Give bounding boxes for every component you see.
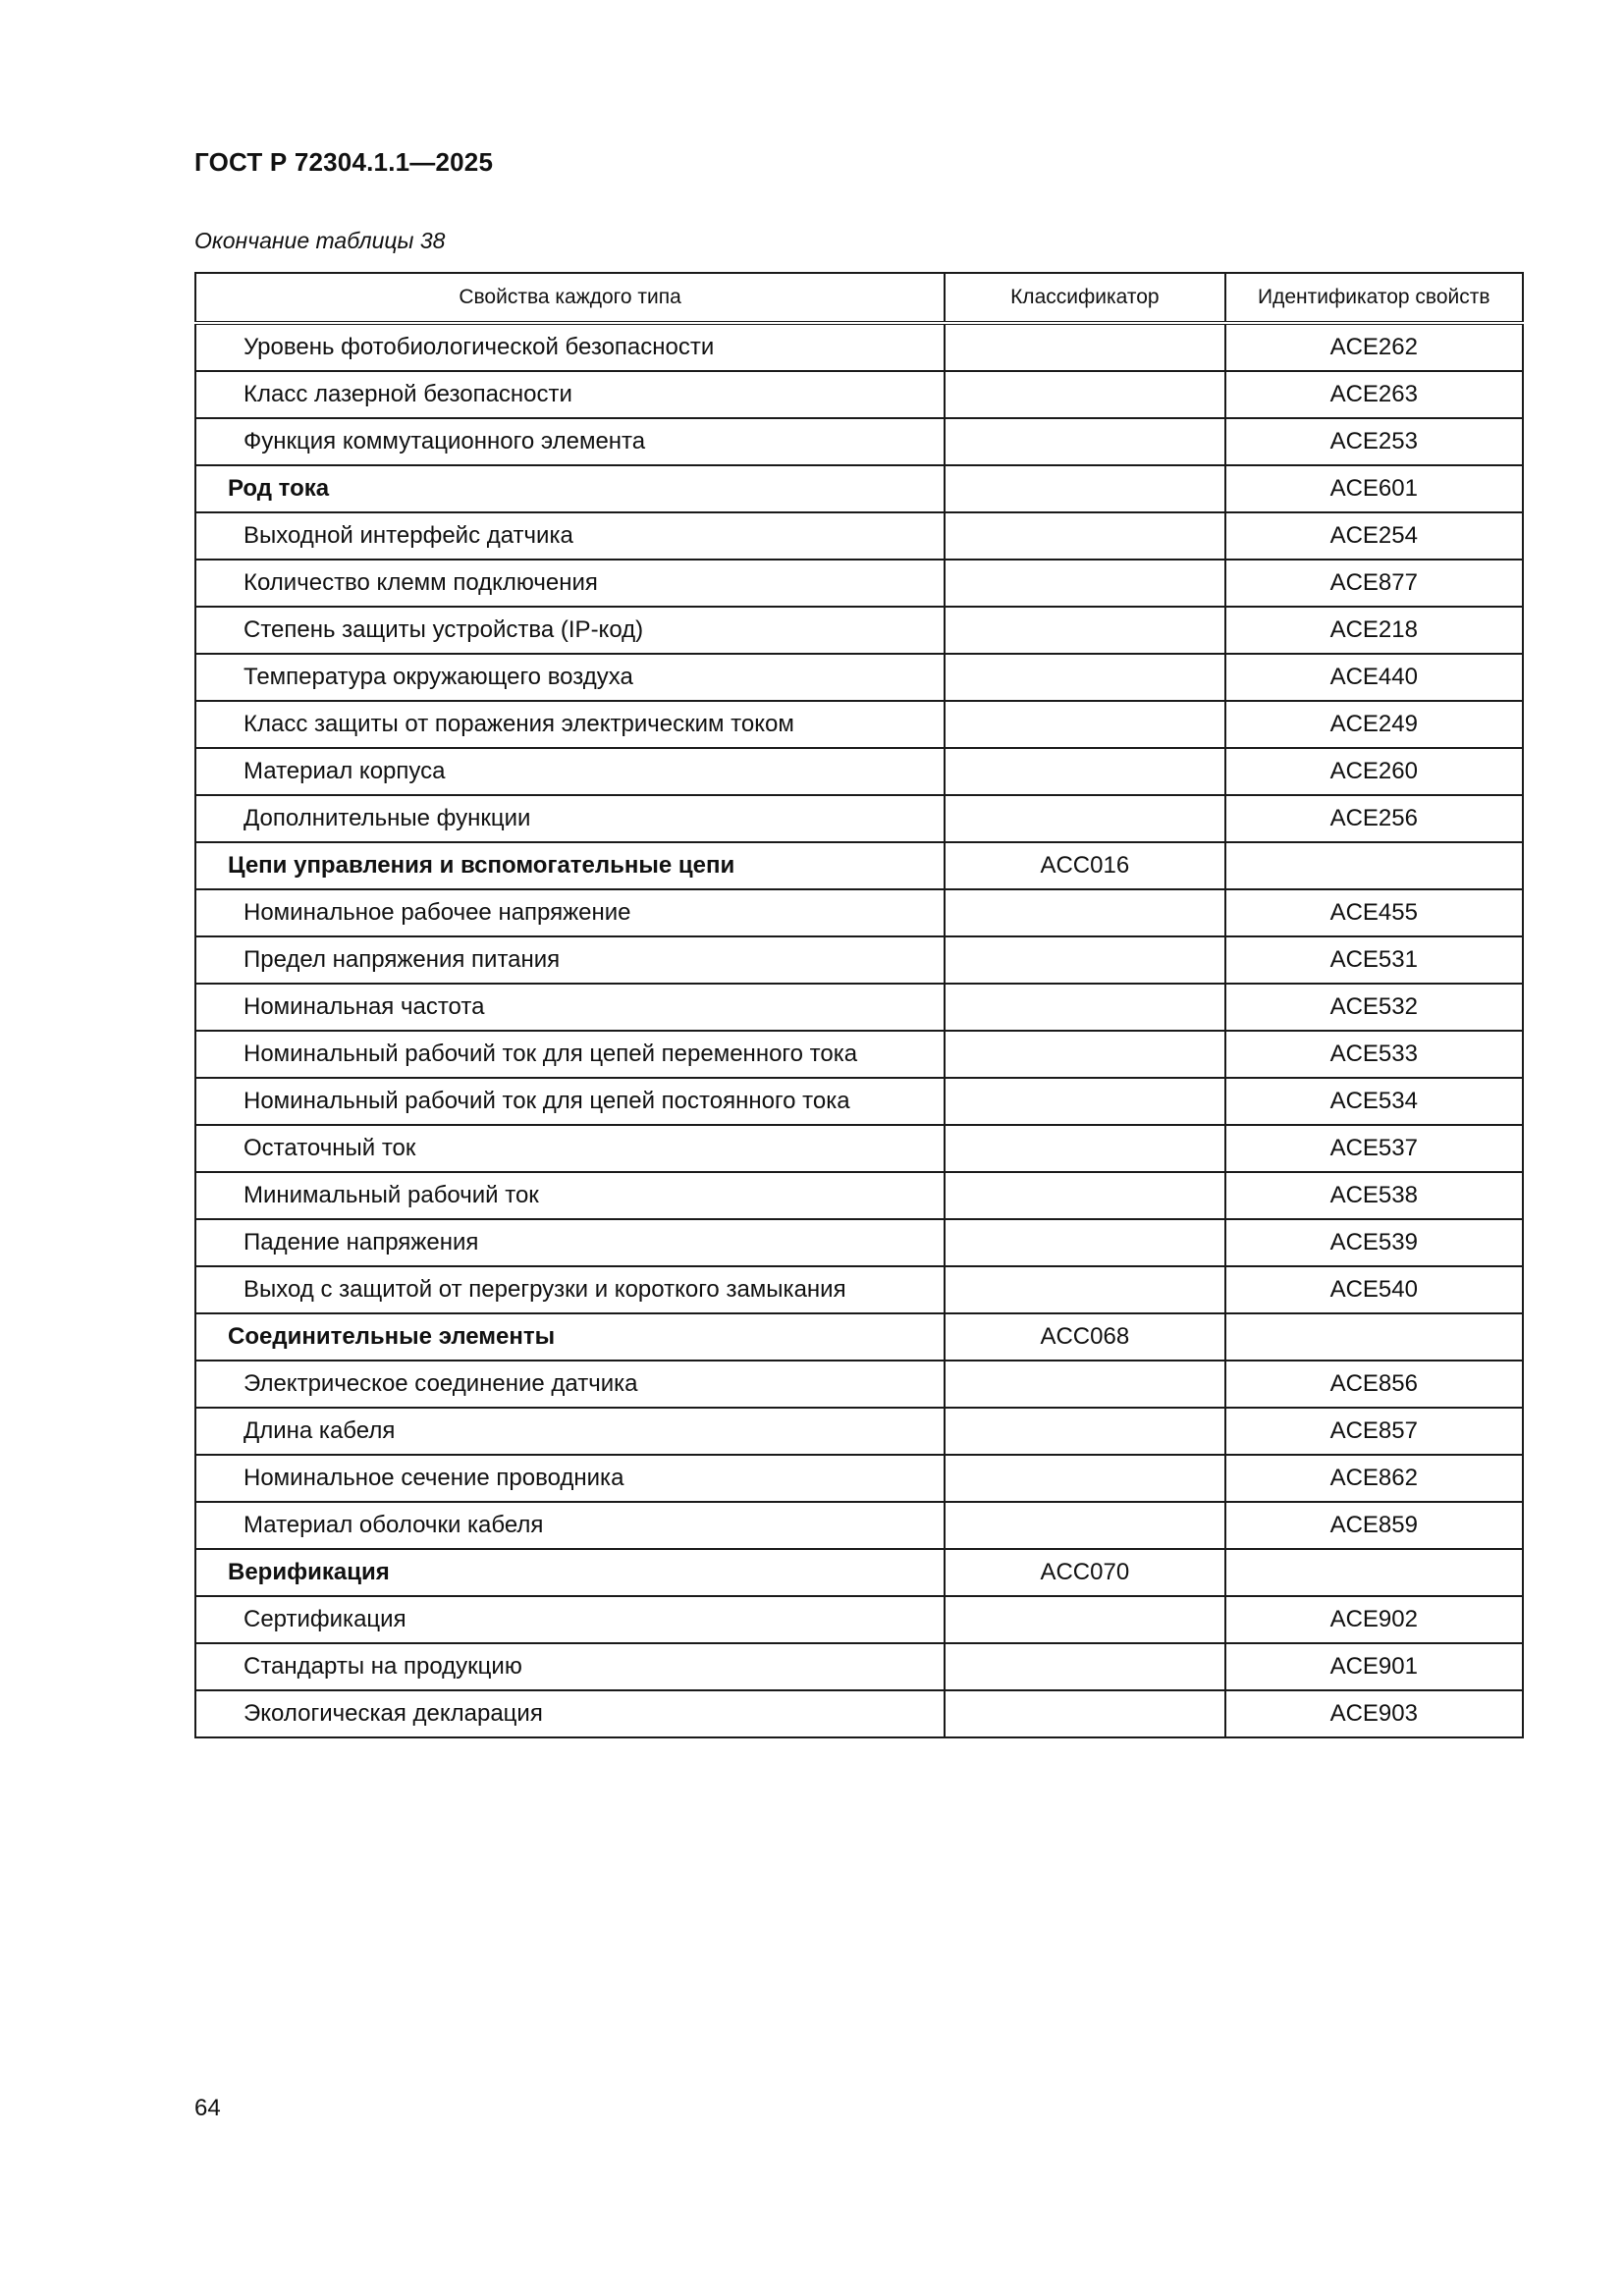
property-id-cell: ACE534 <box>1225 1078 1523 1125</box>
table-body <box>195 323 1523 1737</box>
column-header-properties: Свойства каждого типа <box>195 273 945 323</box>
property-id-cell: ACE856 <box>1225 1361 1523 1408</box>
property-name-cell: Номинальный рабочий ток для цепей переменного тока <box>195 1031 945 1078</box>
classifier-cell <box>945 1596 1224 1643</box>
classifier-cell <box>945 1266 1224 1313</box>
classifier-cell: ACC070 <box>945 1549 1224 1596</box>
table-row <box>195 1596 1523 1643</box>
property-id-cell: ACE254 <box>1225 512 1523 560</box>
property-name-cell: Сертификация <box>195 1596 945 1643</box>
table-row <box>195 1502 1523 1549</box>
classifier-cell <box>945 1172 1224 1219</box>
table-row <box>195 936 1523 984</box>
classifier-cell <box>945 418 1224 465</box>
property-name-cell: Номинальный рабочий ток для цепей постоянного тока <box>195 1078 945 1125</box>
classifier-cell <box>945 1031 1224 1078</box>
table-row <box>195 1219 1523 1266</box>
property-name-cell: Электрическое соединение датчика <box>195 1361 945 1408</box>
table-row <box>195 1643 1523 1690</box>
property-id-cell: ACE256 <box>1225 795 1523 842</box>
property-name-cell: Уровень фотобиологической безопасности <box>195 323 945 371</box>
classifier-cell <box>945 1408 1224 1455</box>
table-row <box>195 1690 1523 1737</box>
property-name-cell: Стандарты на продукцию <box>195 1643 945 1690</box>
classifier-cell <box>945 1455 1224 1502</box>
property-name-cell: Остаточный ток <box>195 1125 945 1172</box>
property-id-cell: ACE862 <box>1225 1455 1523 1502</box>
property-name-cell: Класс лазерной безопасности <box>195 371 945 418</box>
properties-table <box>194 272 1524 1738</box>
property-id-cell: ACE440 <box>1225 654 1523 701</box>
property-name-cell: Номинальное рабочее напряжение <box>195 889 945 936</box>
table-group-row <box>195 1549 1523 1596</box>
property-name-cell: Количество клемм подключения <box>195 560 945 607</box>
property-name-cell: Номинальная частота <box>195 984 945 1031</box>
classifier-cell <box>945 1690 1224 1737</box>
table-row <box>195 1078 1523 1125</box>
property-id-cell: ACE859 <box>1225 1502 1523 1549</box>
property-name-cell: Класс защиты от поражения электрическим током <box>195 701 945 748</box>
table-row <box>195 701 1523 748</box>
page-number: 64 <box>194 2095 221 2121</box>
property-name-cell: Функция коммутационного элемента <box>195 418 945 465</box>
classifier-cell <box>945 748 1224 795</box>
classifier-cell <box>945 654 1224 701</box>
table-row <box>195 795 1523 842</box>
table-row <box>195 1455 1523 1502</box>
classifier-cell <box>945 795 1224 842</box>
property-name-cell: Выходной интерфейс датчика <box>195 512 945 560</box>
table-row <box>195 1361 1523 1408</box>
property-name-cell: Материал корпуса <box>195 748 945 795</box>
classifier-cell <box>945 323 1224 371</box>
property-id-cell: ACE903 <box>1225 1690 1523 1737</box>
property-id-cell <box>1225 1313 1523 1361</box>
property-name-cell: Падение напряжения <box>195 1219 945 1266</box>
property-name-cell: Предел напряжения питания <box>195 936 945 984</box>
property-id-cell: ACE253 <box>1225 418 1523 465</box>
property-name-cell: Степень защиты устройства (IP-код) <box>195 607 945 654</box>
classifier-cell <box>945 607 1224 654</box>
column-header-property-id: Идентификатор свойств <box>1225 273 1523 323</box>
classifier-cell: ACC016 <box>945 842 1224 889</box>
classifier-cell: ACC068 <box>945 1313 1224 1361</box>
table-row <box>195 512 1523 560</box>
table-row <box>195 654 1523 701</box>
table-row <box>195 1125 1523 1172</box>
table-group-row <box>195 465 1523 512</box>
property-id-cell: ACE455 <box>1225 889 1523 936</box>
property-name-cell: Номинальное сечение проводника <box>195 1455 945 1502</box>
classifier-cell <box>945 1643 1224 1690</box>
property-id-cell: ACE901 <box>1225 1643 1523 1690</box>
property-id-cell: ACE877 <box>1225 560 1523 607</box>
document-header: ГОСТ Р 72304.1.1—2025 <box>194 147 494 177</box>
table-row <box>195 889 1523 936</box>
property-id-cell: ACE532 <box>1225 984 1523 1031</box>
property-id-cell: ACE260 <box>1225 748 1523 795</box>
property-id-cell <box>1225 842 1523 889</box>
classifier-cell <box>945 371 1224 418</box>
classifier-cell <box>945 560 1224 607</box>
classifier-cell <box>945 936 1224 984</box>
property-name-cell: Температура окружающего воздуха <box>195 654 945 701</box>
classifier-cell <box>945 1078 1224 1125</box>
group-name-cell: Соединительные элементы <box>195 1313 945 1361</box>
property-id-cell: ACE902 <box>1225 1596 1523 1643</box>
property-id-cell: ACE539 <box>1225 1219 1523 1266</box>
table-caption: Окончание таблицы 38 <box>194 228 446 253</box>
table-group-row <box>195 1313 1523 1361</box>
table-row <box>195 1408 1523 1455</box>
property-name-cell: Материал оболочки кабеля <box>195 1502 945 1549</box>
table-row <box>195 323 1523 371</box>
property-id-cell: ACE218 <box>1225 607 1523 654</box>
classifier-cell <box>945 465 1224 512</box>
property-id-cell: ACE249 <box>1225 701 1523 748</box>
property-id-cell: ACE857 <box>1225 1408 1523 1455</box>
property-id-cell: ACE540 <box>1225 1266 1523 1313</box>
group-name-cell: Верификация <box>195 1549 945 1596</box>
property-id-cell: ACE601 <box>1225 465 1523 512</box>
property-name-cell: Выход с защитой от перегрузки и короткого замыкания <box>195 1266 945 1313</box>
classifier-cell <box>945 1125 1224 1172</box>
classifier-cell <box>945 1361 1224 1408</box>
property-name-cell: Дополнительные функции <box>195 795 945 842</box>
table-row <box>195 371 1523 418</box>
property-id-cell: ACE538 <box>1225 1172 1523 1219</box>
classifier-cell <box>945 889 1224 936</box>
table-row <box>195 1266 1523 1313</box>
classifier-cell <box>945 984 1224 1031</box>
table-row <box>195 1031 1523 1078</box>
table-row <box>195 984 1523 1031</box>
property-id-cell: ACE531 <box>1225 936 1523 984</box>
table-group-row <box>195 842 1523 889</box>
table-header-row <box>195 273 1523 323</box>
classifier-cell <box>945 1219 1224 1266</box>
property-id-cell: ACE262 <box>1225 323 1523 371</box>
table-row <box>195 560 1523 607</box>
table-row <box>195 607 1523 654</box>
property-id-cell: ACE263 <box>1225 371 1523 418</box>
property-name-cell: Экологическая декларация <box>195 1690 945 1737</box>
property-name-cell: Минимальный рабочий ток <box>195 1172 945 1219</box>
table-row <box>195 748 1523 795</box>
classifier-cell <box>945 701 1224 748</box>
column-header-classifier: Классификатор <box>945 273 1224 323</box>
property-id-cell: ACE533 <box>1225 1031 1523 1078</box>
group-name-cell: Род тока <box>195 465 945 512</box>
classifier-cell <box>945 512 1224 560</box>
table-row <box>195 1172 1523 1219</box>
table-row <box>195 418 1523 465</box>
property-id-cell <box>1225 1549 1523 1596</box>
group-name-cell: Цепи управления и вспомогательные цепи <box>195 842 945 889</box>
property-name-cell: Длина кабеля <box>195 1408 945 1455</box>
property-id-cell: ACE537 <box>1225 1125 1523 1172</box>
classifier-cell <box>945 1502 1224 1549</box>
